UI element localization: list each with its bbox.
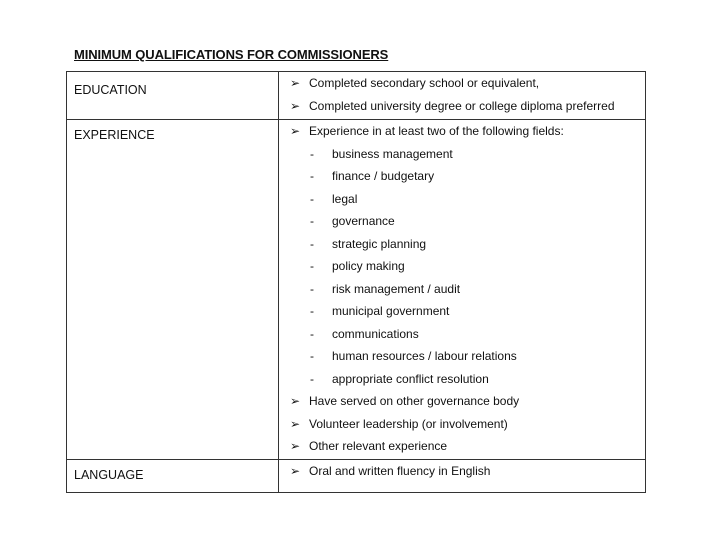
dash-bullet-icon: - bbox=[310, 349, 314, 363]
sub-list-item bbox=[279, 210, 645, 233]
dash-bullet-icon: - bbox=[310, 281, 314, 296]
dash-bullet-icon: - bbox=[310, 236, 314, 251]
qualifications-table bbox=[66, 71, 646, 493]
education-item-text: Completed secondary school or equivalent, bbox=[309, 76, 540, 90]
education-item-text: Completed university degree or college diploma preferred bbox=[309, 98, 615, 113]
content-cell-experience bbox=[279, 120, 646, 460]
list-item bbox=[279, 95, 645, 118]
experience-intro-text: Experience in at least two of the following fields: bbox=[309, 124, 564, 138]
arrowhead-bullet-icon: ➢ bbox=[289, 98, 301, 113]
sub-list-item bbox=[279, 278, 645, 301]
arrowhead-bullet-icon: ➢ bbox=[289, 76, 301, 90]
experience-extra-text: Have served on other governance body bbox=[309, 394, 520, 408]
experience-field-text: finance / budgetary bbox=[332, 169, 435, 183]
dash-bullet-icon: - bbox=[310, 191, 314, 206]
dash-bullet-icon: - bbox=[310, 304, 314, 318]
sub-list-item bbox=[279, 143, 645, 166]
dash-bullet-icon: - bbox=[310, 169, 314, 183]
list-item bbox=[279, 72, 645, 95]
label-cell-education bbox=[67, 72, 279, 120]
sub-list-item bbox=[279, 368, 645, 391]
list-item bbox=[279, 413, 645, 436]
dash-bullet-icon: - bbox=[310, 371, 314, 386]
sub-list-item bbox=[279, 300, 645, 323]
sub-list-item bbox=[279, 345, 645, 368]
dash-bullet-icon: - bbox=[310, 259, 314, 273]
sub-list-item bbox=[279, 233, 645, 256]
dash-bullet-icon: - bbox=[310, 146, 314, 161]
experience-extra-text: Other relevant experience bbox=[309, 439, 448, 453]
list-item bbox=[279, 390, 645, 413]
education-list bbox=[279, 72, 645, 117]
experience-field-text: appropriate conflict resolution bbox=[332, 371, 489, 386]
sub-list-item bbox=[279, 188, 645, 211]
dash-bullet-icon: - bbox=[310, 214, 314, 228]
experience-extra-text: Volunteer leadership (or involvement) bbox=[309, 416, 508, 431]
experience-field-text: policy making bbox=[332, 259, 405, 273]
row-label-language: LANGUAGE bbox=[74, 468, 144, 482]
experience-field-text: strategic planning bbox=[332, 236, 427, 251]
arrowhead-bullet-icon: ➢ bbox=[289, 416, 301, 431]
experience-field-text: risk management / audit bbox=[332, 281, 461, 296]
label-cell-language bbox=[67, 460, 279, 493]
experience-field-text: communications bbox=[332, 326, 419, 341]
content-cell-language bbox=[279, 460, 646, 493]
dash-bullet-icon: - bbox=[310, 326, 314, 341]
language-list bbox=[279, 460, 645, 483]
row-label-education: EDUCATION bbox=[74, 83, 147, 97]
list-item bbox=[279, 120, 645, 143]
content-cell-education bbox=[279, 72, 646, 120]
page-title: MINIMUM QUALIFICATIONS FOR COMMISSIONERS bbox=[74, 47, 389, 62]
list-item bbox=[279, 460, 645, 483]
arrowhead-bullet-icon: ➢ bbox=[289, 464, 301, 478]
experience-field-text: governance bbox=[332, 214, 395, 228]
sub-list-item bbox=[279, 255, 645, 278]
language-item-text: Oral and written fluency in English bbox=[309, 464, 491, 478]
experience-field-text: human resources / labour relations bbox=[332, 349, 517, 363]
label-cell-experience bbox=[67, 120, 279, 460]
row-label-experience: EXPERIENCE bbox=[74, 128, 155, 142]
experience-field-text: legal bbox=[332, 191, 358, 206]
sub-list-item bbox=[279, 165, 645, 188]
experience-field-text: business management bbox=[332, 146, 453, 161]
list-item bbox=[279, 435, 645, 458]
arrowhead-bullet-icon: ➢ bbox=[289, 439, 301, 453]
arrowhead-bullet-icon: ➢ bbox=[289, 394, 301, 408]
experience-field-text: municipal government bbox=[332, 304, 450, 318]
table-row-experience bbox=[67, 120, 646, 460]
sub-list-item bbox=[279, 323, 645, 346]
experience-list bbox=[279, 120, 645, 458]
arrowhead-bullet-icon: ➢ bbox=[289, 124, 301, 138]
table-row-language bbox=[67, 460, 646, 493]
table-row-education bbox=[67, 72, 646, 120]
